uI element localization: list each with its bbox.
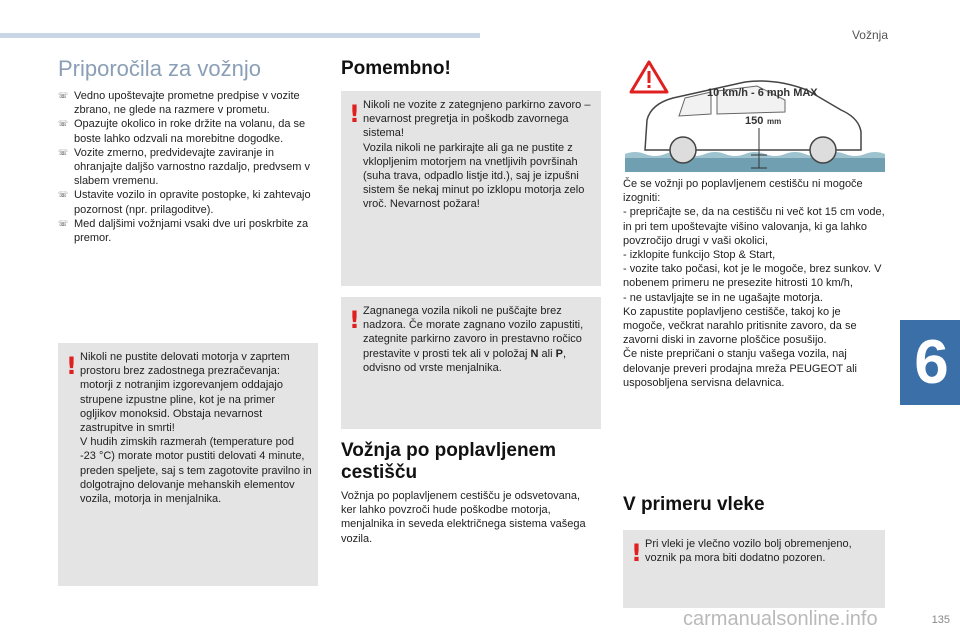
list-item: ☏ Med daljšimi vožnjami vsaki dve uri poskrbite za premor. [58, 217, 309, 245]
flooded-road-illustration [625, 58, 885, 178]
warning-exclamation-icon: ! [349, 100, 360, 128]
warning-triangle-icon [631, 62, 667, 92]
depth-unit: mm [767, 117, 782, 126]
warning-box-parking-brake [341, 91, 601, 286]
recommendation-list [58, 89, 313, 245]
speed-limit-label: 10 km/h - 6 mph MAX [707, 87, 818, 99]
warning-box-towing [623, 530, 885, 608]
page-title: Priporočila za vožnjo [58, 56, 261, 81]
section-heading-flood: Vožnja po poplavljenem cestišču [341, 440, 557, 483]
top-accent-bar [0, 33, 480, 38]
bullet-marker-icon: ☏ [58, 119, 69, 129]
list-item: ☏ Ustavite vozilo in opravite postopke, ki zahtevajo pozornost (npr. prilagoditve). [58, 189, 311, 216]
page-number: 135 [931, 614, 950, 626]
bullet-marker-icon: ☏ [58, 218, 69, 228]
bullet-marker-icon: ☏ [58, 147, 69, 157]
list-item: ☏ Vedno upoštevajte prometne predpise v vozite zbrano, ne glede na razmere v prometu. [58, 90, 300, 117]
watermark: carmanualsonline.info [683, 608, 878, 630]
warning-exclamation-icon: ! [349, 306, 360, 334]
warning-text: Nikoli ne pustite delovati motorja v zaprtem prostoru brez zadostnega prezračevanja: motorji z notranjim izgorevanjem oddajajo strupene izpustne pline, kot je na primer ogljikov monoksid. Obstaja nevarnost zastrupitve in smrti! V hudih zimskih razmerah (temperature pod -23 °C) morate motor pustiti delovati 4 minute, preden speljete, saj s tem zagotovite pravilno in dolgotrajno delovanje mehanskih elementov vozila, motorja in menjalnika. [80, 351, 312, 506]
flood-instructions-text: Če se vožnji po poplavljenem cestišču ni mogoče izogniti: - prepričajte se, da na cestišču ni več kot 15 cm vode, in pri tem upoštevajte višino valovanja, ki ga lahko povzročijo drugi v vaši okolici, - izklopite funkcijo Stop & Start, - vozite tako počasi, kot je le mogoče, brez sunkov. V nobenem primeru ne presezite hitrosti 10 km/h, - ne ustavljajte se in ne ugašajte motorja. Ko zapustite poplavljeno cestišče, takoj ko je mogoče, večkrat narahlo pritisnite zavoro, da se zavorni diski in zavorne ploščice posušijo. Če niste prepričani o stanju vašega vozila, naj delovanje preveri prodajna mreža PEUGEOT ali usposobljena servisna delavnica. [623, 178, 885, 389]
flood-intro-text: Vožnja po poplavljenem cestišču je odsvetovana, ker lahko povzroči hude poškodbe motorja, menjalnika in seveda električnega sistema vašega vozila. [341, 490, 586, 545]
section-title: Vožnja [851, 28, 888, 42]
warning-box-ventilation [58, 343, 318, 586]
section-heading-important: Pomembno! [341, 58, 451, 79]
depth-value: 150 [745, 115, 764, 127]
bullet-marker-icon: ☏ [58, 190, 69, 200]
warning-box-unattended [341, 297, 601, 429]
bullet-marker-icon: ☏ [58, 91, 69, 100]
section-heading-towing: V primeru vleke [623, 494, 765, 515]
list-item: ☏ Opazujte okolico in roke držite na volanu, da se boste lahko odzvali na morebitne dogodke. [58, 118, 306, 145]
list-item: ☏ Vozite zmerno, predvidevajte zaviranje in ohranjajte daljšo varnostno razdaljo, predvsem v slabem vremenu. [58, 146, 311, 188]
flood-water [625, 156, 885, 172]
warning-exclamation-icon: ! [631, 539, 642, 567]
warning-text: Zagnanega vozila nikoli ne puščajte brez nadzora. Če morate zagnano vozilo zapustiti, zategnite parkirno zavoro in prestavno ročico prestavite v prosti tek ali v položaj N ali P, odvisno od vrste menjalnika. [363, 305, 584, 374]
warning-text: Nikoli ne vozite z zategnjeno parkirno zavoro – nevarnost pregretja in poškodb zavornega sistema! Vozila nikoli ne parkirajte ali ga ne pustite z vklopljenim motorjem na vnetljivih površinah (suha trava, odpadlo listje itd.), saj je izpušni sistem še nekaj minut po izklopu motorja zelo vroč. Nevarnost požara! [363, 99, 591, 211]
warning-text: Pri vleki je vlečno vozilo bolj obremenjeno, voznik pa mora biti dodatno pozoren. [645, 538, 852, 565]
warning-exclamation-icon: ! [66, 352, 77, 380]
chapter-number: 6 [914, 328, 949, 397]
